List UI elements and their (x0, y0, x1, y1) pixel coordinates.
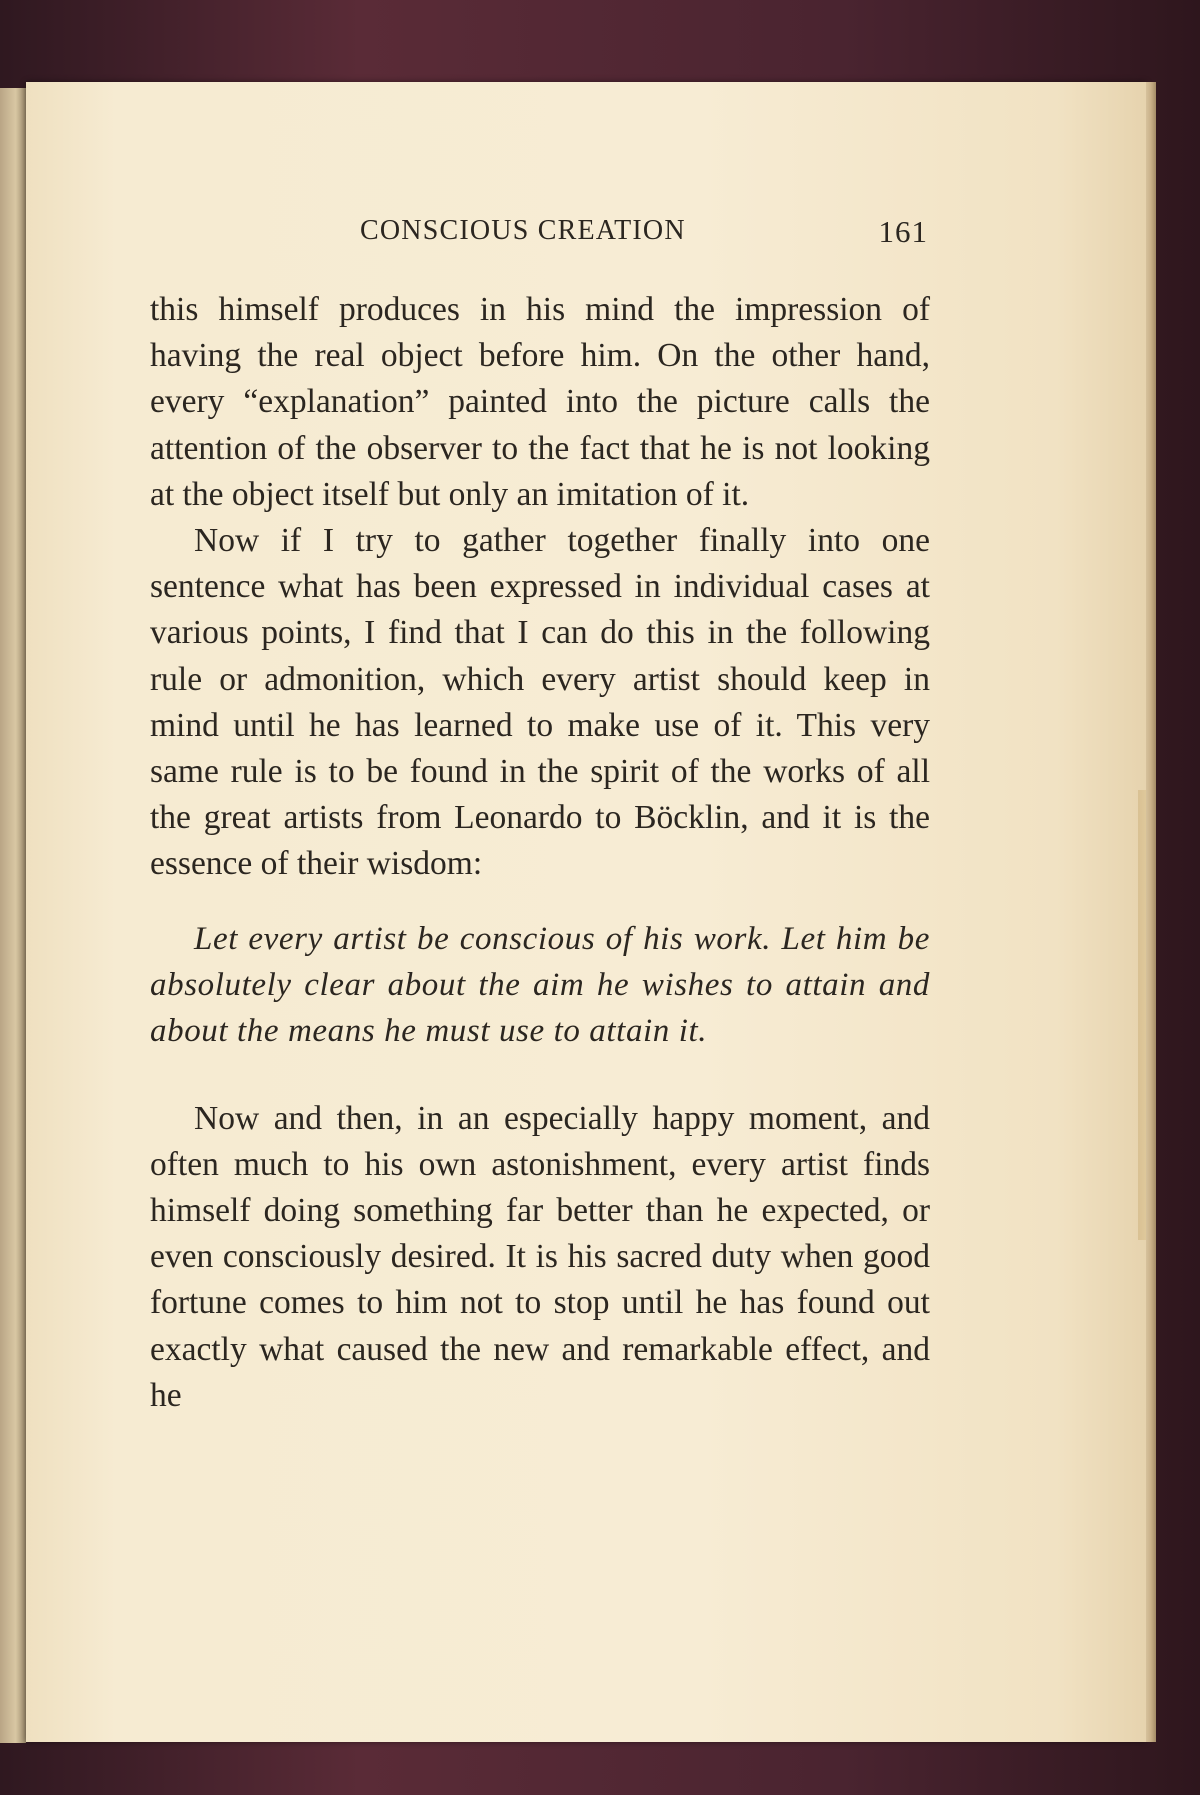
page-stack-edge (1146, 82, 1156, 1742)
page-number: 161 (878, 214, 928, 249)
paragraph-2: Now if I try to gather together finally into one sentence what has been expressed in individual cases at various points, I find that I can do this in the following rule or admonition, which every artist should keep in mind until he has learned to make use of it. This very same rule is to be found in the spirit of the works of all the great artists from Leonardo to Böcklin, and it is the essence of their wisdom: (150, 522, 930, 883)
previous-page-edge (0, 88, 26, 1743)
page-text (150, 215, 930, 1419)
paragraph-1: this himself produces in his mind the impression of having the real object before him. On the other hand, every “explanation” painted into the picture calls the attention of the observer to the fact that he is not looking at the object itself but only an imitation of it. (150, 291, 930, 513)
running-head: CONSCIOUS CREATION (360, 215, 686, 246)
paragraph-3: Now and then, in an especially happy moment, and often much to his own astonishment, every artist finds himself doing something far better than he expected, or even consciously desired. It is his sacred duty when good fortune comes to him not to stop until he has found out exactly what caused the new and remarkable effect, and he (150, 1099, 930, 1414)
rule-quote: Let every artist be conscious of his work. Let him be absolutely clear about the aim he wishes to attain and about the means he must use to attain it. (150, 920, 930, 1049)
page-header (150, 215, 930, 255)
